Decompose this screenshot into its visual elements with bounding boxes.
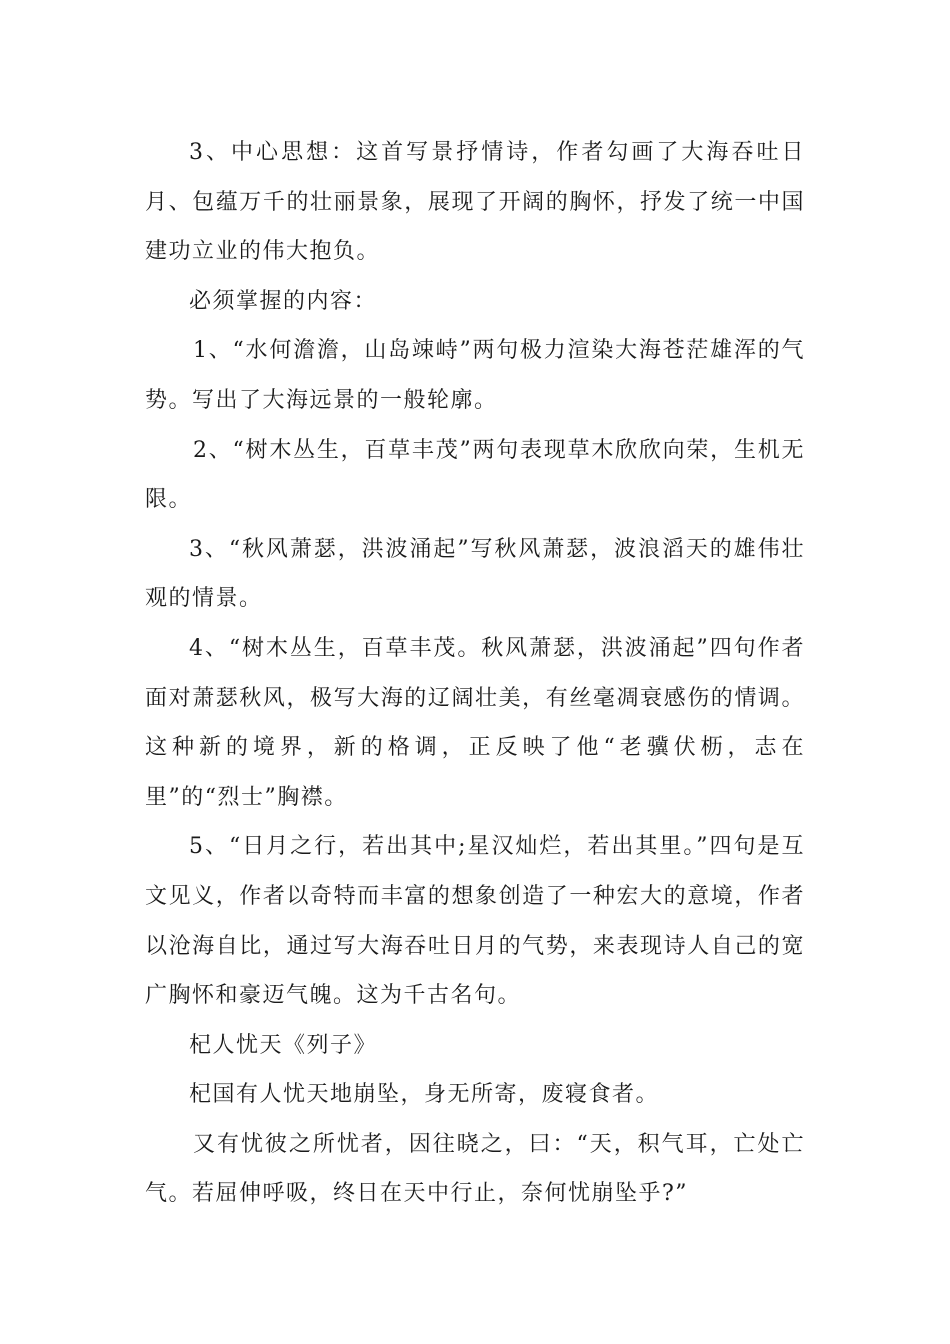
- paragraph-point-1: 1、“水何澹澹，山岛竦峙”两句极力渲染大海苍茫雄浑的气势。写出了大海远景的一般轮廓。: [145, 338, 805, 413]
- paragraph-point-3: 3、“秋风萧瑟，洪波涌起”写秋风萧瑟，波浪滔天的雄伟壮观的情景。: [145, 536, 805, 612]
- paragraph-point-2: 2、“树木丛生，百草丰茂”两句表现草木欣欣向荣，生机无限。: [145, 437, 805, 513]
- paragraph-central-idea: 3、中心思想：这首写景抒情诗，作者勾画了大海吞吐日月、包蕴万千的壮丽景象，展现了开阔的胸怀，抒发了统一中国建功立业的伟大抱负。: [145, 140, 805, 265]
- paragraph-text-2: 又有忧彼之所忧者，因往晓之，曰：“天，积气耳，亡处亡气。若屈伸呼吸，终日在天中行止，奈何忧崩坠乎?”: [145, 1131, 805, 1207]
- paragraph-must-master-heading: 必须掌握的内容：: [189, 288, 378, 314]
- paragraph-point-5: 5、“日月之行，若出其中;星汉灿烂，若出其里。”四句是互文见义，作者以奇特而丰富的想象创造了一种宏大的意境，作者以沧海自比，通过写大海吞吐日月的气势，来表现诗人自己的宽广胸怀和豪迈气魄。这为千古名句。: [145, 834, 805, 1009]
- paragraph-text-1: 杞国有人忧天地崩坠，身无所寄，废寝食者。: [189, 1082, 660, 1108]
- paragraph-section-title: 杞人忧天《列子》: [189, 1032, 378, 1058]
- document-body: [145, 128, 805, 1219]
- paragraph-point-4: 4、“树木丛生，百草丰茂。秋风萧瑟，洪波涌起”四句作者面对萧瑟秋风，极写大海的辽阔壮美，有丝毫凋衰感伤的情调。这种新的境界，新的格调，正反映了他“老骥伏枥，志在里”的“烈士”胸襟。: [145, 635, 805, 810]
